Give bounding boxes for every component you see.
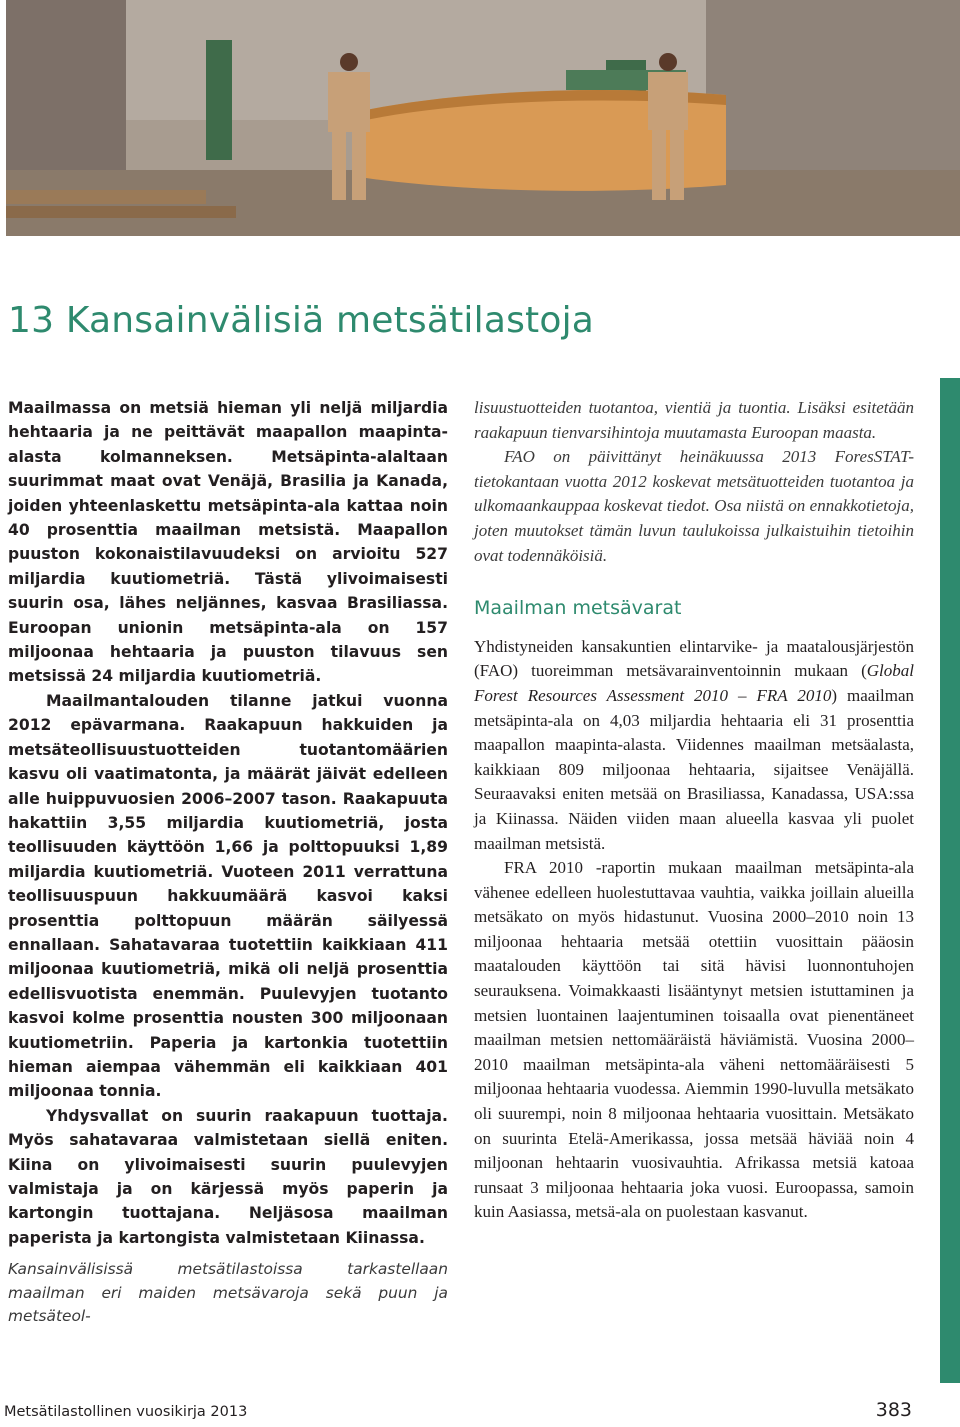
body-paragraph-1-c: ) maailman metsäpinta-ala on 4,03 miljardia hehtaaria eli 31 prosenttia maapallon maapinta-alasta. Viidennes maailman metsäalasta, kaikkiaan 809 miljoonaa hehtaaria, sijaitsee Venäjällä. Seuraavaksi eniten metsää on Brasiliassa, Kanadassa, USA:ssa ja Kiinassa. Näiden viiden maan alueella kasvaa yli puolet maailman metsistä. xyxy=(474,685,914,853)
page-number: 383 xyxy=(875,1399,912,1421)
footer-publication: Metsätilastollinen vuosikirja 2013 xyxy=(4,1404,248,1420)
lead-paragraph-3: Yhdysvallat on suurin raakapuun tuottaja. Myös sahatavaraa valmistetaan siellä eniten. Kiina on ylivoimaisesti suurin puulevyjen valmistaja ja on kärjessä myös paperin ja kartongin tuottajana. Neljäsosa maailman paperista ja kartongista valmistetaan Kiinassa. xyxy=(8,1106,448,1247)
sawmill-illustration xyxy=(6,0,960,236)
body-paragraph-1-a: Yhdistyneiden kansakuntien elintarvike- ja maatalousjärjestön (FAO) tuoreimman metsävarainventoinnin mukaan ( xyxy=(474,636,914,681)
sawmill-photo xyxy=(6,0,960,236)
body-paragraph-2: FRA 2010 -raportin mukaan maailman metsäpinta-ala vähenee edelleen huolestuttavaa vauhtia, vaikka joillain alueilla metsäkato on myös hidastunut. Vuosina 2000–2010 noin 13 miljoonaa hehtaaria metsää otettiin vuosittain pääosin maatalouden käyttöön tai sitä hävisi luonnontuhojen seurauksena. Voimakkaasti lisääntynyt metsien istuttaminen ja metsien luontainen laajentuminen toisaalla ovat pienentäneet maailman metsien nettomääräistä häviämistä. Vuosina 2000–2010 maailman metsäpinta-ala väheni nettomääräisesti 5 miljoonaa hehtaaria vuodessa. Aiemmin 1990-luvulla metsäkato oli suurempi, noin 8 miljoonaa hehtaaria vuosittain. Metsäkato on suurinta Etelä-Amerikassa, jossa metsää häviää noin 4 miljoonan hehtaarin vuosivauhtia. Afrikassa metsiä katoaa runsaat 3 miljoonaa hehtaaria joka vuosi. Euroopassa, samoin kuin Aasiassa, metsä-ala on puolestaan kasvanut. xyxy=(474,858,914,1222)
intro-paragraph: Kansainvälisissä metsätilastoissa tarkastellaan maailman eri maiden metsävaroja sekä puun ja metsäteol- xyxy=(8,1260,448,1326)
chapter-title: 13 Kansainvälisiä metsätilastoja xyxy=(8,300,595,341)
intro-paragraph-fao: FAO on päivittänyt heinäkuussa 2013 ForesSTAT-tietokantaan vuotta 2012 koskevat metsätuotteiden tuotantoa ja ulkomaankauppaa koskevat tiedot. Osa niistä on ennakkotietoja, joten muutokset tämän luvun taulukoissa julkaistuihin tietoihin ovat todennäköisiä. xyxy=(474,447,914,565)
left-column xyxy=(8,396,448,1329)
body-paragraph-1 xyxy=(474,635,914,856)
lead-paragraph-1: Maailmassa on metsiä hieman yli neljä miljardia hehtaaria ja ne peittävät maapallon maapinta-alasta kolmanneksen. Metsäpinta-alaltaan suurimmat maat ovat Venäjä, Brasilia ja Kanada, joiden yhteenlaskettu metsäpinta-ala kattaa noin 40 prosenttia maailman metsistä. Maapallon puuston kokonaistilavuudeksi on arvioitu 527 miljardia kuutiometriä. Tästä ylivoimaisesti suurin osa, lähes neljännes, kasvaa Brasiliassa. Euroopan unionin metsäpinta-ala on 157 miljoonaa hehtaaria ja puuston tilavuus sen metsissä 24 miljardia kuutiometriä. xyxy=(8,399,448,686)
chapter-side-bar xyxy=(940,378,960,1383)
report-title: Global Forest Resources Assessment 2010 – FRA 2010 xyxy=(474,661,914,705)
lead-paragraph-2: Maailmantalouden tilanne jatkui vuonna 2012 epävarmana. Raakapuun hakkuiden ja metsäteollisuustuotteiden tuotantomäärien kasvu oli vaatimatonta, ja määrät jäivät edelleen alle huippuvuosien 2006–2007 tason. Raakapuuta hakattiin 3,55 miljardia kuutiometriä, josta teollisuuden käyttöön 1,66 ja polttopuuksi 1,89 miljardia kuutiometriä. Vuoteen 2011 verrattuna teollisuuspuun hakkuumäärä kasvoi kaksi prosenttia polttopuun määrän säilyessä ennallaan. Sahatavaraa tuotettiin kaikkiaan 411 miljoonaa kuutiometriä, mikä oli neljä prosenttia edellisvuotista enemmän. Puulevyjen tuotanto kasvoi kolme prosenttia nousten 300 miljoonaan kuutiometriin. Paperia ja kartonkia tuotettiin hieman aiempaa vähemmän eli kaikkiaan 401 miljoonaa tonnia. xyxy=(8,691,448,1101)
intro-paragraph-continued: lisuustuotteiden tuotantoa, vientiä ja tuontia. Lisäksi esitetään raakapuun tienvarsihintoja muutamasta Euroopan maasta. xyxy=(474,398,914,442)
right-column xyxy=(474,396,914,1225)
section-heading: Maailman metsävarat xyxy=(474,597,682,620)
